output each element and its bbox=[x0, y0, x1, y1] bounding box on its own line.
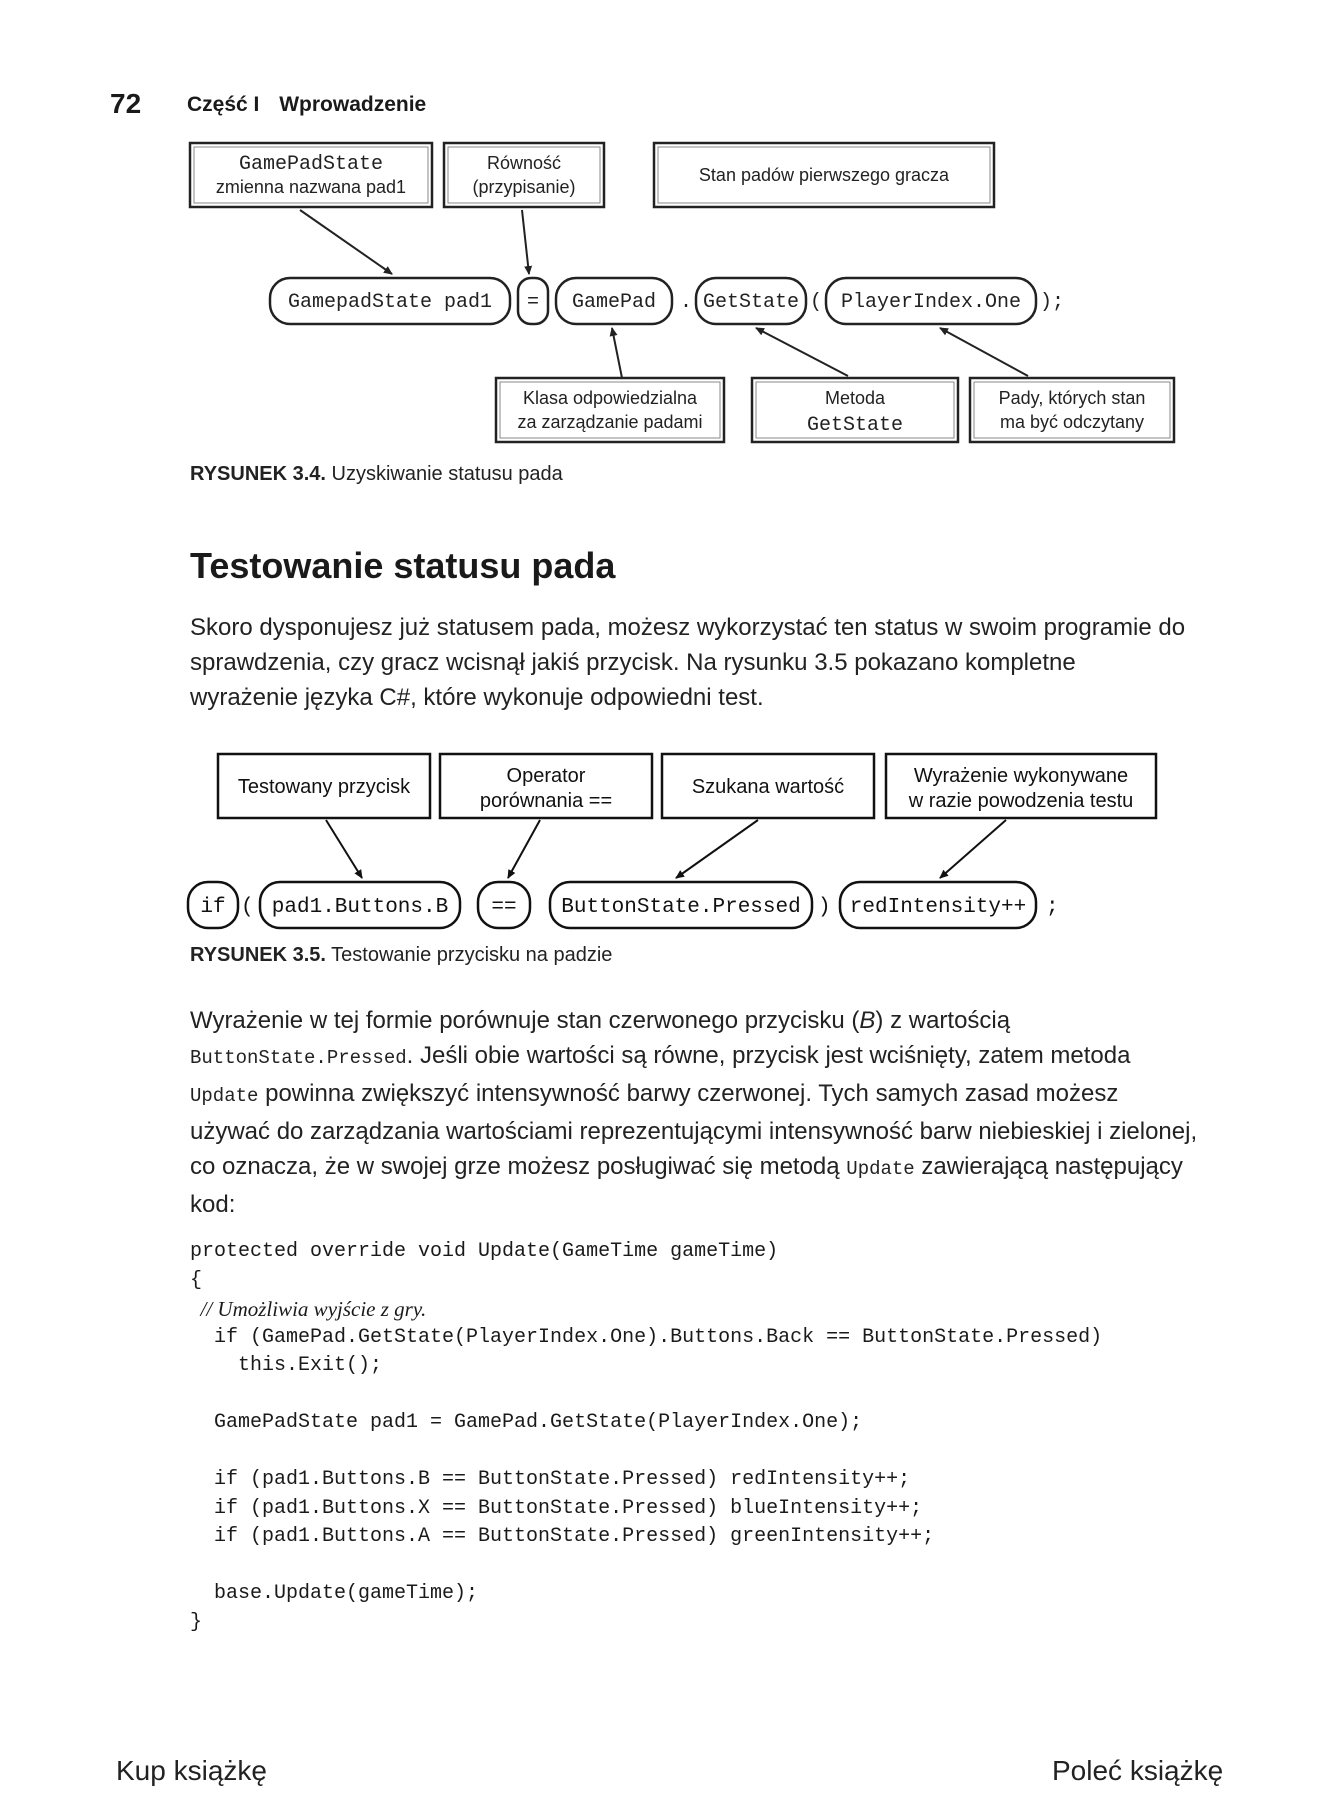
fig34-box-gamepad-class-line2: za zarządzanie padami bbox=[517, 412, 703, 432]
code-line: if (pad1.Buttons.X == ButtonState.Pressed) blueIntensity++; bbox=[190, 1496, 923, 1520]
fig34-box-gamepad-class bbox=[496, 378, 724, 442]
fig35-pill-eq bbox=[478, 882, 530, 928]
paragraph-explanation-text-4: powinna zwiększyć intensywność barwy czerwonej. Tych samych zasad możesz używać do zarządzania wartościami reprezentującymi intensywność barw niebieskiej i zielonej, co oznacza, że w swojej grze możesz posługiwać się metodą bbox=[190, 1080, 1198, 1180]
fig34-token-close: ); bbox=[1040, 291, 1065, 314]
fig35-pill-action bbox=[840, 882, 1036, 928]
figure-3-5-diagram bbox=[0, 740, 1339, 940]
figure-3-4-caption bbox=[190, 463, 563, 486]
fig34-box-equals bbox=[444, 143, 604, 207]
fig35-box-operator-line2: porównania == bbox=[479, 790, 613, 812]
fig35-token-eq: == bbox=[491, 896, 517, 919]
paragraph-explanation-text-2: ) z wartością bbox=[875, 1007, 1011, 1034]
fig34-pill-gamepad bbox=[556, 278, 672, 324]
fig34-box-gamepad-class-line1: Klasa odpowiedzialna bbox=[522, 388, 698, 408]
fig34-pill-assign bbox=[518, 278, 548, 324]
inline-code-buttonstate-pressed: ButtonState.Pressed bbox=[190, 1047, 407, 1069]
code-line bbox=[190, 1552, 1102, 1581]
paragraph-explanation bbox=[190, 1003, 1200, 1222]
fig35-token-button: pad1.Buttons.B bbox=[271, 896, 449, 919]
paragraph-intro: Skoro dysponujesz już statusem pada, możesz wykorzystać ten status w swoim programie do sprawdzenia, czy gracz wcisnął jakiś przycisk. Na rysunku 3.5 pokazano kompletne wyrażenie języka C#, które wykonuje odpowiedni test. bbox=[190, 614, 1186, 711]
fig35-box-expression-line1: Wyrażenie wykonywane bbox=[913, 765, 1129, 787]
fig35-box-searched-value bbox=[662, 754, 874, 818]
inline-code-update-2: Update bbox=[846, 1158, 915, 1180]
section-heading: Testowanie statusu pada bbox=[190, 545, 616, 586]
fig34-token-player-index: PlayerIndex.One bbox=[840, 291, 1022, 314]
code-line: if (pad1.Buttons.A == ButtonState.Pressed) greenIntensity++; bbox=[190, 1525, 935, 1548]
fig34-box-getstate-method bbox=[752, 378, 958, 442]
fig35-box-operator-line1: Operator bbox=[506, 765, 586, 787]
fig34-box-gamepadstate-line2: zmienna nazwana pad1 bbox=[215, 177, 407, 197]
fig35-token-close-paren: ) bbox=[818, 896, 831, 919]
buy-book-link[interactable]: Kup książkę bbox=[116, 1755, 267, 1786]
code-line: this.Exit(); bbox=[190, 1354, 383, 1377]
fig35-box-tested-button-text: Testowany przycisk bbox=[237, 776, 411, 798]
running-header-part: Część I bbox=[187, 93, 260, 116]
fig34-box-equals-line2: (przypisanie) bbox=[472, 177, 576, 197]
fig35-box-expression bbox=[886, 754, 1156, 818]
fig34-pill-decl bbox=[270, 278, 510, 324]
code-line bbox=[190, 1438, 1102, 1467]
fig35-token-semicolon: ; bbox=[1046, 896, 1059, 919]
fig34-box-gamepadstate bbox=[190, 143, 432, 207]
figure-3-4-caption-label: RYSUNEK 3.4. bbox=[190, 463, 326, 485]
fig34-token-gamepad: GamePad bbox=[571, 291, 657, 314]
fig35-box-expression-line2: w razie powodzenia testu bbox=[908, 790, 1134, 812]
fig34-arrow-getstate bbox=[756, 328, 848, 376]
fig34-arrow-equals bbox=[522, 210, 529, 274]
fig35-pill-value bbox=[550, 882, 812, 928]
fig34-box-player1-state bbox=[654, 143, 994, 207]
code-line bbox=[190, 1381, 1102, 1410]
fig35-box-searched-value-text: Szukana wartość bbox=[691, 776, 845, 798]
figure-3-5-caption-text: Testowanie przycisku na padzie bbox=[325, 944, 613, 966]
fig35-arrow-expression bbox=[940, 820, 1006, 878]
fig35-pill-button bbox=[260, 882, 460, 928]
code-line: } bbox=[190, 1610, 203, 1634]
page-number: 72 bbox=[110, 88, 142, 119]
code-line: protected override void Update(GameTime gameTime) bbox=[190, 1240, 779, 1263]
fig34-box-getstate-method-line1: Metoda bbox=[824, 388, 886, 408]
recommend-book-link[interactable]: Poleć książkę bbox=[1052, 1755, 1224, 1786]
fig34-pill-getstate bbox=[696, 278, 806, 324]
fig34-box-pads bbox=[970, 378, 1174, 442]
fig34-pill-player-index bbox=[826, 278, 1036, 324]
code-line: if (pad1.Buttons.B == ButtonState.Pressed) redIntensity++; bbox=[190, 1468, 911, 1491]
code-comment-line: // Umożliwia wyjście z gry. bbox=[190, 1297, 427, 1321]
code-listing bbox=[190, 1238, 1102, 1637]
fig34-box-getstate-method-line2: GetState bbox=[806, 414, 904, 437]
paragraph-explanation-text-1: Wyrażenie w tej formie porównuje stan czerwonego przycisku ( bbox=[190, 1007, 860, 1034]
fig34-arrow-gamepadstate bbox=[300, 210, 392, 274]
figure-3-5-caption bbox=[190, 944, 612, 967]
fig35-arrow-searched-value bbox=[676, 820, 758, 878]
fig35-arrow-tested-button bbox=[326, 820, 362, 878]
running-header-section: Wprowadzenie bbox=[279, 93, 427, 116]
fig34-token-dot: . bbox=[680, 291, 693, 314]
fig34-token-getstate: GetState bbox=[702, 291, 800, 314]
fig34-token-open-paren: ( bbox=[810, 291, 823, 314]
fig35-pill-if bbox=[188, 882, 238, 928]
fig34-token-decl: GamepadState pad1 bbox=[287, 291, 493, 314]
fig35-token-value: ButtonState.Pressed bbox=[561, 896, 801, 919]
code-line: if (GamePad.GetState(PlayerIndex.One).Buttons.Back == ButtonState.Pressed) bbox=[190, 1325, 1103, 1349]
fig34-token-assign: = bbox=[526, 291, 540, 314]
fig35-token-open-paren: ( bbox=[241, 896, 254, 919]
code-line: GamePadState pad1 = GamePad.GetState(PlayerIndex.One); bbox=[190, 1411, 863, 1434]
code-line: base.Update(gameTime); bbox=[190, 1582, 479, 1605]
fig34-box-pads-line2: ma być odczytany bbox=[999, 412, 1145, 432]
inline-code-update: Update bbox=[190, 1085, 259, 1107]
fig34-arrow-gamepad-class bbox=[612, 328, 622, 378]
fig34-box-pads-line1: Pady, których stan bbox=[998, 388, 1146, 408]
fig35-box-tested-button bbox=[218, 754, 430, 818]
fig34-arrow-pads bbox=[940, 328, 1028, 376]
paragraph-explanation-text-3: . Jeśli obie wartości są równe, przycisk jest wciśnięty, zatem metoda bbox=[406, 1042, 1131, 1069]
figure-3-5-caption-label: RYSUNEK 3.5. bbox=[190, 944, 326, 966]
code-line: { bbox=[190, 1268, 203, 1292]
fig35-box-operator bbox=[440, 754, 652, 818]
fig35-token-if: if bbox=[200, 896, 226, 919]
paragraph-explanation-text-5: zawierającą następujący kod: bbox=[190, 1153, 1183, 1218]
fig35-arrow-operator bbox=[508, 820, 540, 878]
fig35-token-action: redIntensity++ bbox=[849, 896, 1027, 919]
paragraph-explanation-italic-b: B bbox=[859, 1007, 876, 1034]
fig34-box-equals-line1: Równość bbox=[486, 153, 562, 173]
figure-3-4-caption-text: Uzyskiwanie statusu pada bbox=[325, 463, 563, 485]
figure-3-4-diagram bbox=[0, 0, 1339, 460]
fig34-box-gamepadstate-line1: GamePadState bbox=[238, 153, 384, 176]
fig34-box-player1-state-text: Stan padów pierwszego gracza bbox=[698, 165, 950, 185]
